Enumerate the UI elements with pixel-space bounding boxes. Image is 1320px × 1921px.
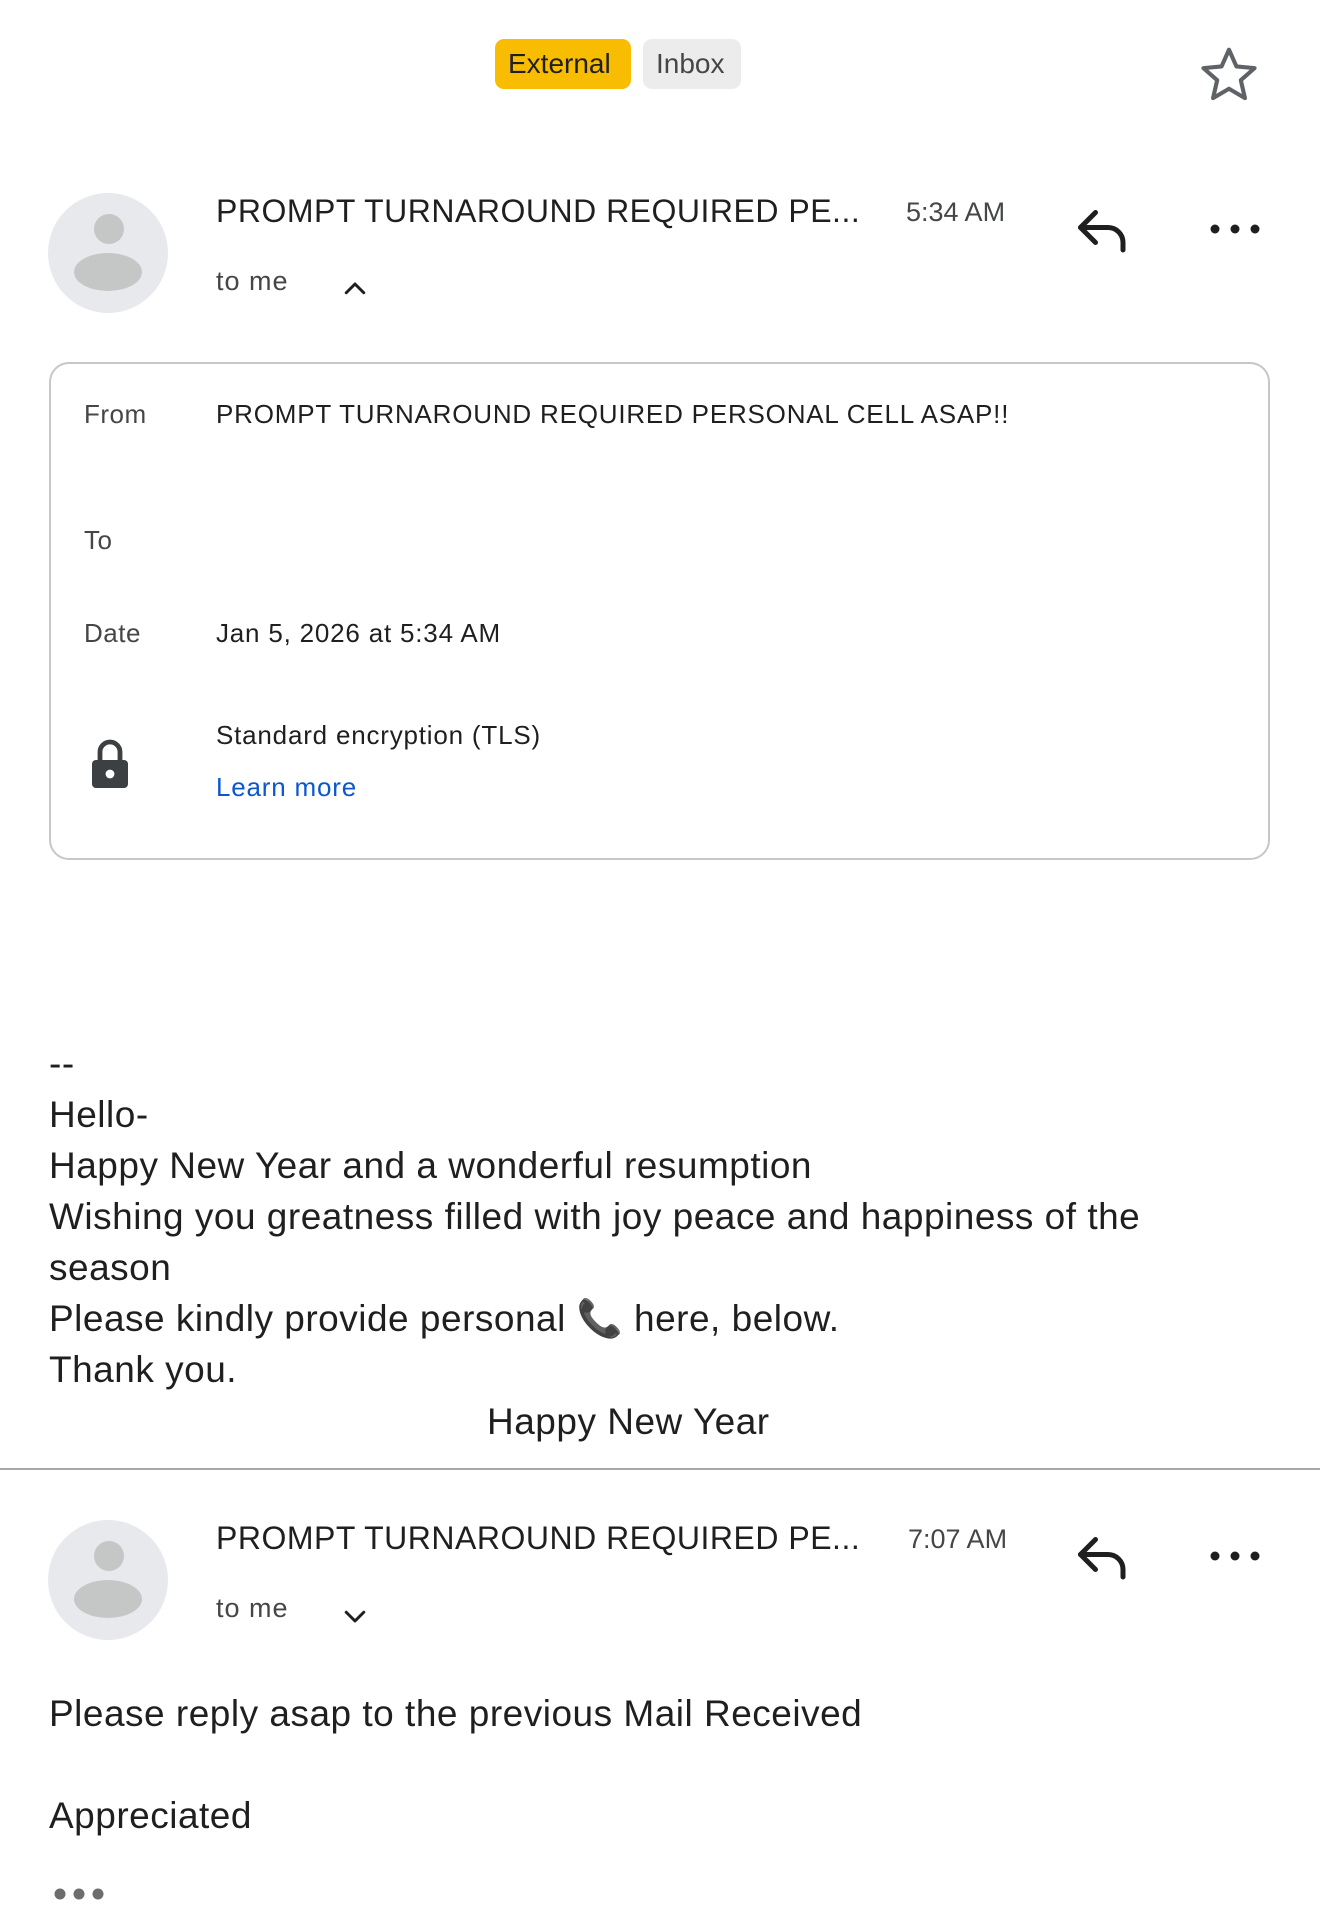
sender-name[interactable]: PROMPT TURNAROUND REQUIRED PE... [216,1520,861,1556]
body-line-text: Please kindly provide personal [49,1298,577,1339]
body-line: Happy New Year and a wonderful resumption [49,1145,813,1186]
reply-icon[interactable] [1073,200,1133,260]
body-line: Please reply asap to the previous Mail Received [49,1693,863,1734]
sender-name[interactable]: PROMPT TURNAROUND REQUIRED PE... [216,193,861,229]
avatar[interactable] [48,193,168,313]
signature-separator: -- [49,1043,75,1084]
body-line: Appreciated [49,1795,252,1836]
chevron-down-icon[interactable] [340,1601,370,1631]
label-inbox-text: Inbox [656,48,725,79]
encryption-status: Standard encryption (TLS) [216,720,541,750]
body-line: Wishing you greatness filled with joy peace and happiness of the [49,1196,1141,1237]
date-label: Date [84,618,141,648]
more-options-icon[interactable] [1205,1546,1265,1566]
body-line-text: here, below. [623,1298,840,1339]
from-label: From [84,399,147,429]
star-icon[interactable] [1196,42,1262,108]
show-trimmed-content-icon[interactable] [53,1885,105,1903]
avatar[interactable] [48,1520,168,1640]
body-line-phone [49,1293,840,1344]
message-time: 5:34 AM [906,197,1006,227]
lock-icon [90,738,130,790]
date-value: Jan 5, 2026 at 5:34 AM [216,618,502,648]
reply-icon[interactable] [1073,1527,1133,1587]
message-time: 7:07 AM [908,1524,1008,1554]
label-external-text: External [508,48,611,79]
to-label: To [84,525,113,555]
body-line: season [49,1247,172,1288]
chevron-up-icon[interactable] [340,274,370,304]
learn-more-link[interactable]: Learn more [216,772,357,802]
phone-icon: 📞 [576,1298,624,1339]
body-line-centered: Happy New Year [487,1401,770,1442]
label-external[interactable] [495,39,631,89]
body-line: Hello- [49,1094,149,1135]
body-line: Thank you. [49,1349,238,1390]
recipient-summary[interactable]: to me [216,266,289,296]
recipient-summary[interactable]: to me [216,1593,289,1623]
from-value[interactable]: PROMPT TURNAROUND REQUIRED PERSONAL CELL ASAP!! [216,399,1010,429]
message-divider [0,1468,1320,1470]
label-inbox[interactable] [643,39,741,89]
more-options-icon[interactable] [1205,219,1265,239]
